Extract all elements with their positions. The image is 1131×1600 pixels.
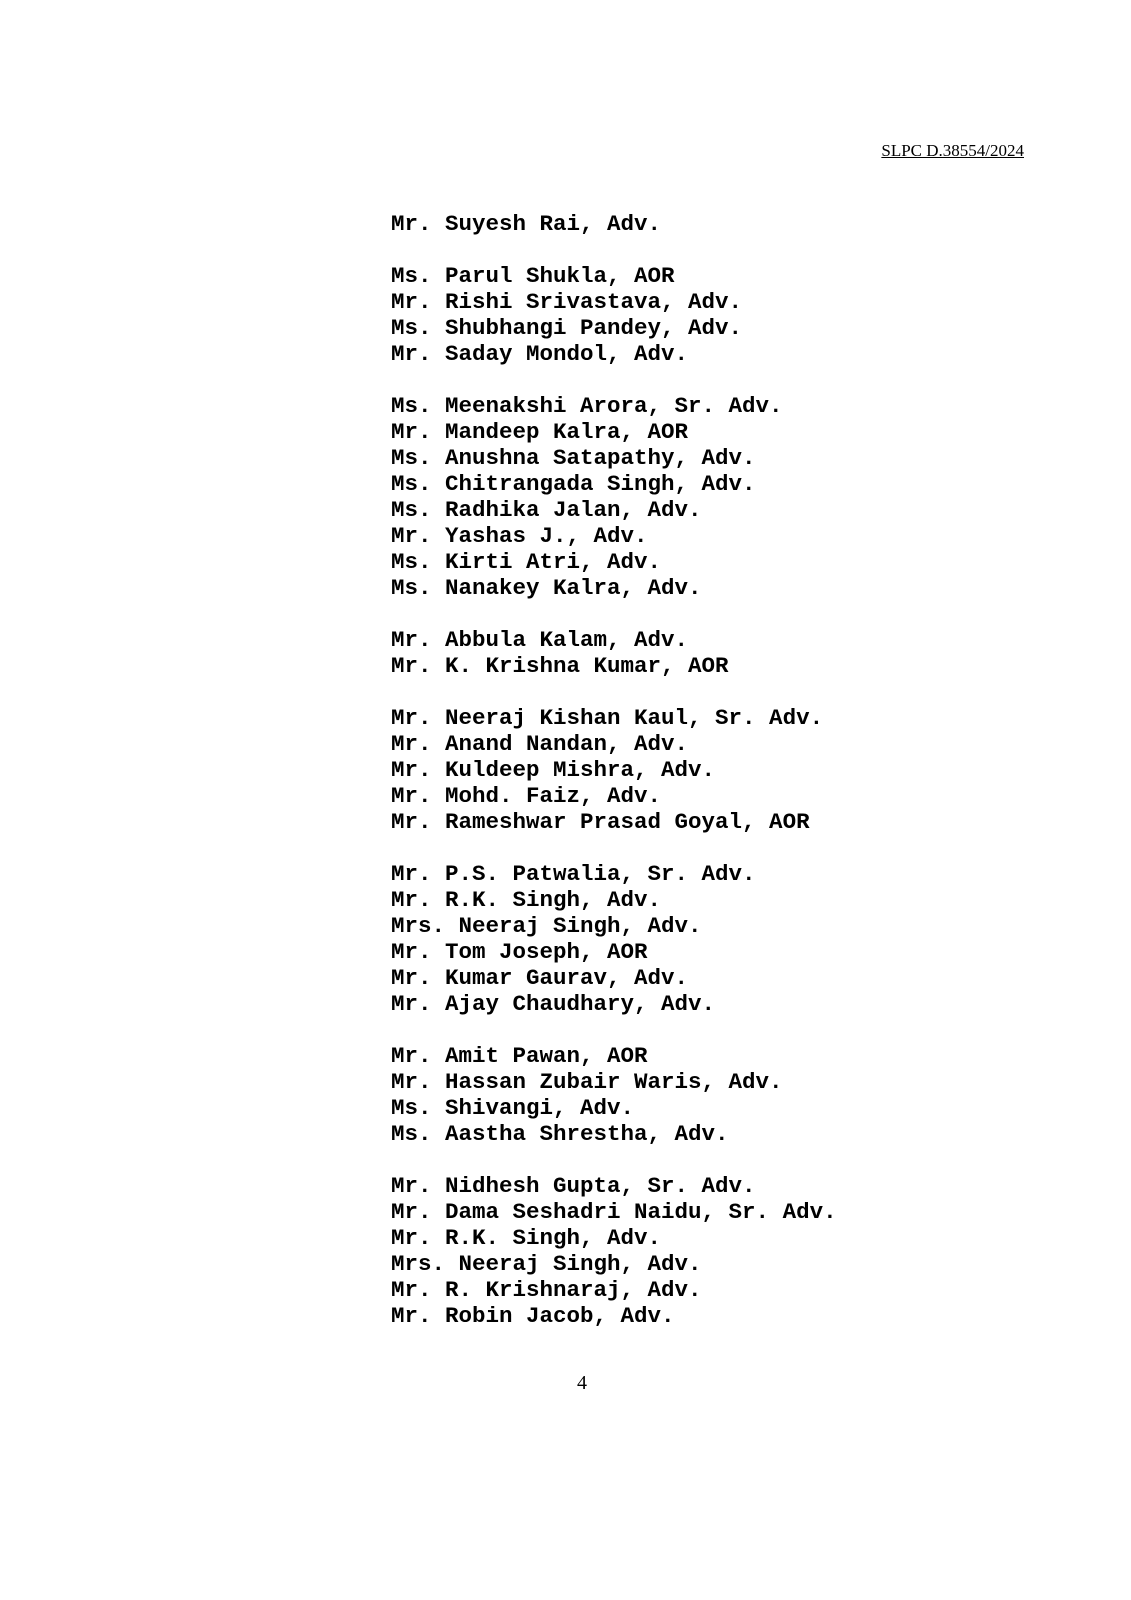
counsel-entry: Mr. Rameshwar Prasad Goyal, AOR (391, 809, 810, 835)
counsel-entry: Ms. Parul Shukla, AOR (391, 263, 675, 289)
counsel-entry: Mr. Yashas J., Adv. (391, 523, 648, 549)
counsel-entry: Mr. R.K. Singh, Adv. (391, 887, 662, 913)
counsel-entry: Mr. Suyesh Rai, Adv. (391, 211, 662, 237)
counsel-entry: Mr. Mohd. Faiz, Adv. (391, 783, 662, 809)
counsel-entry: Mr. Nidhesh Gupta, Sr. Adv. (391, 1173, 756, 1199)
counsel-entry: Mr. Rishi Srivastava, Adv. (391, 289, 743, 315)
counsel-entry: Mr. Kumar Gaurav, Adv. (391, 965, 689, 991)
counsel-entry: Ms. Shivangi, Adv. (391, 1095, 635, 1121)
counsel-entry: Ms. Nanakey Kalra, Adv. (391, 575, 702, 601)
counsel-entry: Mr. Neeraj Kishan Kaul, Sr. Adv. (391, 705, 824, 731)
counsel-entry: Mr. K. Krishna Kumar, AOR (391, 653, 729, 679)
counsel-entry: Ms. Shubhangi Pandey, Adv. (391, 315, 743, 341)
counsel-entry: Mr. R. Krishnaraj, Adv. (391, 1277, 702, 1303)
counsel-group (391, 861, 837, 1017)
counsel-group (391, 393, 837, 601)
counsel-group (391, 1173, 837, 1329)
counsel-entry: Mrs. Neeraj Singh, Adv. (391, 913, 702, 939)
counsel-group (391, 211, 837, 237)
counsel-entry: Mr. Robin Jacob, Adv. (391, 1303, 675, 1329)
counsel-entry: Ms. Radhika Jalan, Adv. (391, 497, 702, 523)
counsel-entry: Ms. Aastha Shrestha, Adv. (391, 1121, 729, 1147)
counsel-entry: Ms. Chitrangada Singh, Adv. (391, 471, 756, 497)
counsel-entry: Mr. Tom Joseph, AOR (391, 939, 648, 965)
counsel-entry: Mr. Saday Mondol, Adv. (391, 341, 689, 367)
counsel-entry: Ms. Anushna Satapathy, Adv. (391, 445, 756, 471)
counsel-group (391, 263, 837, 367)
page-number: 4 (577, 1372, 587, 1394)
counsel-entry: Mr. Mandeep Kalra, AOR (391, 419, 689, 445)
counsel-group (391, 705, 837, 835)
counsel-entry: Mr. Kuldeep Mishra, Adv. (391, 757, 716, 783)
counsel-entry: Ms. Kirti Atri, Adv. (391, 549, 662, 575)
counsel-entry: Mr. Ajay Chaudhary, Adv. (391, 991, 716, 1017)
counsel-entry: Mr. P.S. Patwalia, Sr. Adv. (391, 861, 756, 887)
counsel-entry: Mr. Abbula Kalam, Adv. (391, 627, 689, 653)
counsel-entry: Mr. Amit Pawan, AOR (391, 1043, 648, 1069)
counsel-list (391, 211, 837, 1355)
counsel-entry: Mrs. Neeraj Singh, Adv. (391, 1251, 702, 1277)
counsel-entry: Mr. Anand Nandan, Adv. (391, 731, 689, 757)
counsel-group (391, 627, 837, 679)
counsel-entry: Mr. Hassan Zubair Waris, Adv. (391, 1069, 783, 1095)
counsel-entry: Ms. Meenakshi Arora, Sr. Adv. (391, 393, 783, 419)
counsel-entry: Mr. R.K. Singh, Adv. (391, 1225, 662, 1251)
case-reference: SLPC D.38554/2024 (881, 141, 1024, 160)
counsel-entry: Mr. Dama Seshadri Naidu, Sr. Adv. (391, 1199, 837, 1225)
counsel-group (391, 1043, 837, 1147)
